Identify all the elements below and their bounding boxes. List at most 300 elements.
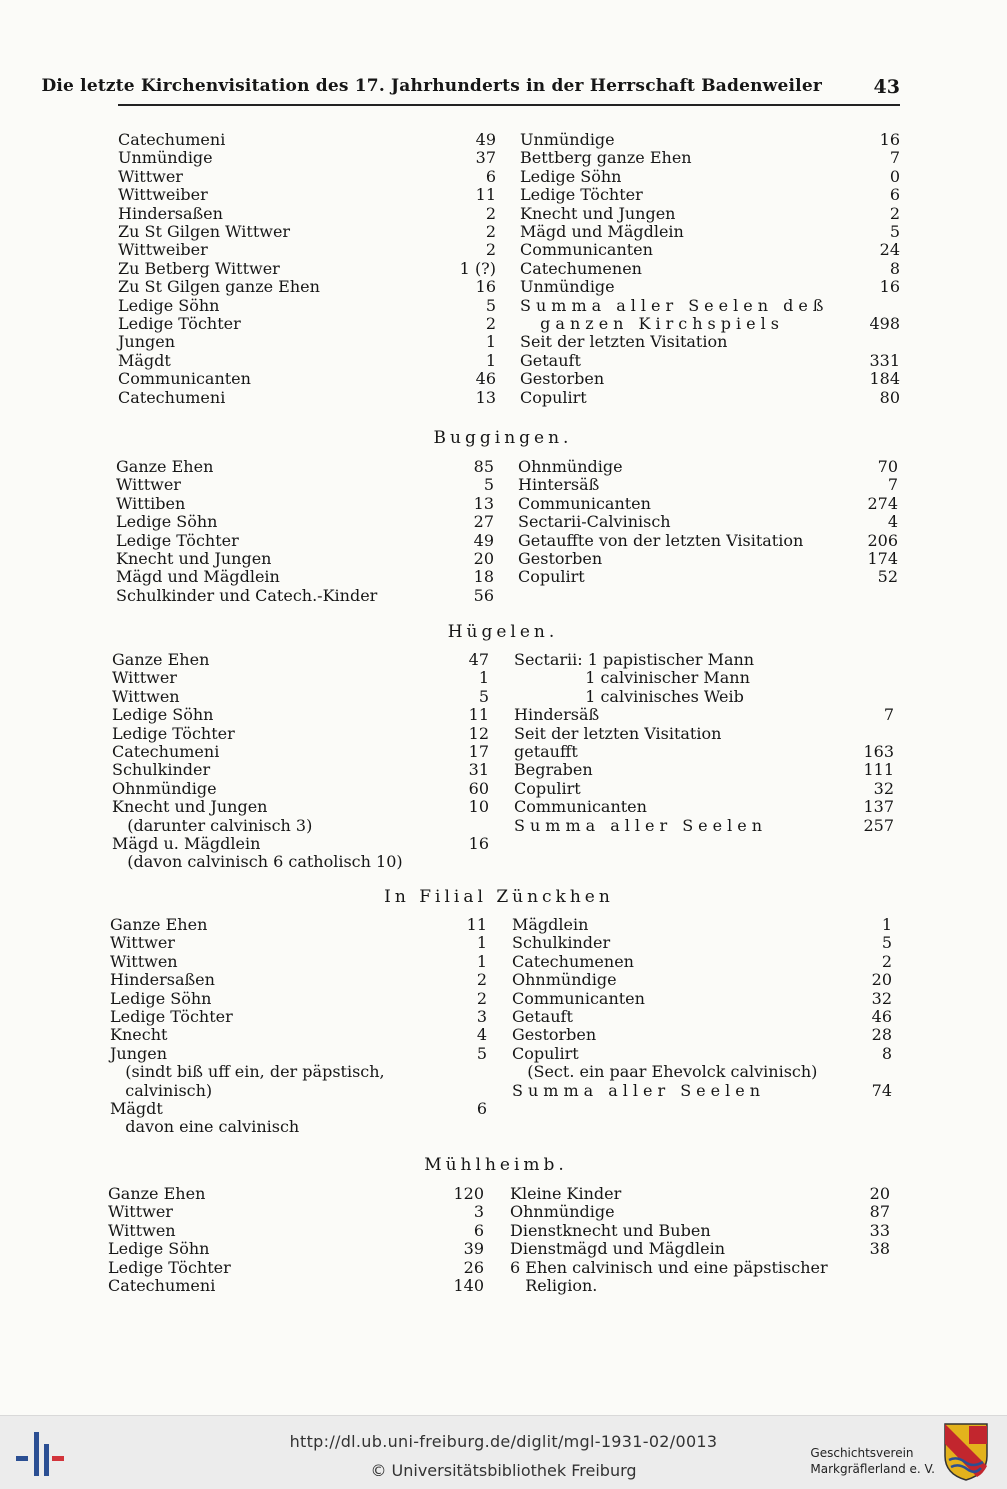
- entry-value: 1: [485, 332, 496, 352]
- entry-label: Getauft: [512, 1007, 573, 1026]
- entry-label: Zu St Gilgen ganze Ehen: [118, 277, 320, 297]
- entry-label: Catechumenen: [520, 258, 642, 278]
- table-row: [118, 370, 496, 388]
- entry-label: Catechumeni: [118, 387, 226, 407]
- entry-value: 163: [863, 742, 894, 761]
- table-row: [512, 990, 892, 1008]
- entry-value: 498: [869, 314, 900, 333]
- entry-value: 3: [476, 1007, 487, 1026]
- entry-value: 1: [476, 933, 487, 953]
- entry-value: 5: [483, 475, 494, 495]
- footer-copyright: © Universitätsbibliothek Freiburg: [370, 1461, 637, 1480]
- table-row: [112, 688, 489, 706]
- entry-label: Ohnmündige: [512, 970, 617, 990]
- table-row: [520, 278, 900, 296]
- entry-value: 20: [871, 970, 892, 990]
- entry-label: Communicanten: [518, 493, 651, 513]
- table-row: [108, 1185, 484, 1203]
- org-line-1: Geschichtsverein: [810, 1446, 914, 1460]
- entry-value: 5: [881, 933, 892, 953]
- table-row: [118, 205, 496, 223]
- entry-label: (davon calvinisch 6 catholisch 10): [112, 852, 403, 872]
- entry-value: 13: [473, 493, 494, 513]
- table-row: [518, 550, 898, 568]
- table-row: [116, 587, 494, 605]
- entry-label: Catechumeni: [118, 130, 226, 149]
- footer-url[interactable]: http://dl.ub.uni-freiburg.de/diglit/mgl-1931-02/0013: [289, 1432, 718, 1451]
- entry-label: Wittweiber: [118, 185, 208, 205]
- entry-value: 16: [879, 277, 900, 297]
- entry-value: 4: [887, 512, 898, 532]
- entry-label: Ohnmündige: [518, 457, 623, 476]
- entry-value: 56: [473, 585, 494, 605]
- entry-label: Communicanten: [514, 797, 647, 817]
- entry-value: 120: [453, 1184, 484, 1203]
- entry-label: Schulkinder: [112, 760, 211, 780]
- entry-label: Ledige Töchter: [116, 530, 239, 550]
- table-row: [512, 934, 892, 952]
- table-row: [512, 1008, 892, 1026]
- table-row: [520, 241, 900, 259]
- table-row: [520, 333, 900, 351]
- table-row: [112, 780, 489, 798]
- entry-value: 18: [473, 567, 494, 587]
- entry-value: 8: [889, 258, 900, 278]
- table-row: [512, 1045, 892, 1063]
- entry-label: Summa aller Seelen deß: [520, 295, 829, 315]
- entry-label: Wittwer: [112, 668, 177, 688]
- table-row: [514, 706, 894, 724]
- table-row: [116, 495, 494, 513]
- table-row: [112, 725, 489, 743]
- table-row: [108, 1277, 484, 1295]
- table-row: [108, 1240, 484, 1258]
- entry-label: Knecht und Jungen: [520, 203, 676, 223]
- coat-of-arms-icon: [943, 1422, 989, 1482]
- entry-label: Ledige Töchter: [520, 185, 643, 205]
- entry-value: 331: [869, 350, 900, 370]
- entry-value: 0: [889, 166, 900, 186]
- entry-value: 85: [473, 457, 494, 476]
- entry-value: 16: [879, 130, 900, 149]
- entry-label: Catechumeni: [112, 742, 220, 761]
- entry-label: Ledige Töchter: [118, 314, 241, 333]
- table-row: [514, 798, 894, 816]
- entry-label: Mägd und Mägdlein: [520, 222, 684, 241]
- table-row: [520, 260, 900, 278]
- table-row: [110, 1026, 487, 1044]
- entry-label: Copulirt: [518, 567, 585, 587]
- entry-label: Ganze Ehen: [108, 1184, 206, 1203]
- entry-value: 5: [476, 1043, 487, 1063]
- entry-label: (sindt biß uff ein, der päpstisch,: [110, 1062, 385, 1082]
- table-row: [118, 278, 496, 296]
- entry-value: 2: [889, 203, 900, 223]
- entry-label: Wittwen: [110, 951, 178, 971]
- table-row: [514, 651, 894, 669]
- entry-value: 37: [475, 148, 496, 168]
- entry-value: 2: [881, 951, 892, 971]
- entry-label: Seit der letzten Visitation: [520, 332, 728, 352]
- table-row: [520, 370, 900, 388]
- entry-label: Copulirt: [520, 387, 587, 407]
- entry-value: 47: [468, 650, 489, 669]
- table-row: [512, 971, 892, 989]
- table-row: [112, 669, 489, 687]
- table-row: [520, 186, 900, 204]
- entry-value: 80: [879, 387, 900, 407]
- entry-label: Mägdt: [110, 1099, 163, 1118]
- table-row: [118, 260, 496, 278]
- entry-label: Wittiben: [116, 493, 186, 513]
- entry-label: Summa aller Seelen: [512, 1080, 765, 1100]
- entry-label: Bettberg ganze Ehen: [520, 148, 692, 168]
- entry-value: 7: [887, 475, 898, 495]
- table-row: [118, 315, 496, 333]
- table-row: [110, 1045, 487, 1063]
- entry-label: Seit der letzten Visitation: [514, 723, 722, 743]
- table-row: [510, 1185, 890, 1203]
- entry-label: calvinisch): [110, 1080, 213, 1100]
- table-row: [520, 315, 900, 333]
- entry-label: 6 Ehen calvinisch und eine päpstischer: [510, 1257, 828, 1277]
- entry-label: Ledige Töchter: [112, 723, 235, 743]
- entry-value: 5: [889, 222, 900, 241]
- entry-value: 1: [881, 915, 892, 934]
- entry-label: (Sect. ein paar Ehevolck calvinisch): [512, 1062, 818, 1082]
- entry-value: 12: [468, 723, 489, 743]
- entry-value: 20: [473, 549, 494, 568]
- table-row: [518, 513, 898, 531]
- entry-value: 1: [485, 350, 496, 370]
- table-row: [520, 149, 900, 167]
- entry-label: Hindersaßen: [110, 970, 215, 990]
- table-row: [112, 853, 489, 871]
- entry-label: Hindersaßen: [118, 203, 223, 223]
- entry-label: Communicanten: [118, 369, 251, 389]
- table-row: [520, 131, 900, 149]
- table-row: [116, 513, 494, 531]
- entry-label: ganzen Kirchspiels: [520, 314, 784, 333]
- table-row: [112, 835, 489, 853]
- entry-label: Ledige Söhn: [118, 295, 220, 315]
- entry-value: 184: [869, 369, 900, 389]
- entry-label: Wittwer: [118, 166, 183, 186]
- entry-label: Dienstmägd und Mägdlein: [510, 1239, 725, 1259]
- entry-label: Ganze Ehen: [110, 915, 208, 934]
- entry-label: Ledige Söhn: [108, 1239, 210, 1259]
- table-row: [110, 1063, 487, 1081]
- entry-label: Schulkinder und Catech.-Kinder: [116, 585, 378, 605]
- entry-label: Communicanten: [512, 988, 645, 1008]
- entry-label: Catechumenen: [512, 951, 634, 971]
- entry-label: Jungen: [118, 332, 176, 352]
- entry-value: 174: [867, 549, 898, 568]
- entry-value: 52: [877, 567, 898, 587]
- entry-label: Ledige Söhn: [520, 166, 622, 186]
- entry-label: Zu Betberg Wittwer: [118, 258, 280, 278]
- table-row: [514, 743, 894, 761]
- entry-label: 1 calvinischer Mann: [514, 668, 750, 688]
- table-row: [514, 688, 894, 706]
- entry-label: Ledige Söhn: [110, 988, 212, 1008]
- entry-value: 49: [475, 130, 496, 149]
- entry-value: 6: [476, 1099, 487, 1118]
- entry-label: Wittwen: [112, 686, 180, 706]
- entry-value: 16: [468, 834, 489, 853]
- entry-value: 2: [476, 988, 487, 1008]
- entry-label: (darunter calvinisch 3): [112, 815, 313, 835]
- entry-label: davon eine calvinisch: [110, 1117, 300, 1137]
- footer-bar: [0, 1415, 1007, 1489]
- entry-label: Unmündige: [520, 277, 615, 297]
- entry-label: Hindersäß: [514, 705, 600, 725]
- entry-value: 11: [475, 185, 496, 205]
- entry-value: 111: [863, 760, 894, 780]
- entry-label: Getauffte von der letzten Visitation: [518, 530, 804, 550]
- entry-label: Unmündige: [118, 148, 213, 168]
- table-row: [520, 389, 900, 407]
- entry-value: 11: [466, 915, 487, 934]
- table-row: [520, 223, 900, 241]
- entry-value: 1 (?): [459, 258, 496, 278]
- entry-value: 49: [473, 530, 494, 550]
- entry-value: 2: [485, 222, 496, 241]
- entry-label: Mägdlein: [512, 915, 589, 934]
- table-row: [518, 568, 898, 586]
- entry-label: Ledige Töchter: [108, 1257, 231, 1277]
- table-row: [110, 953, 487, 971]
- entry-value: 140: [453, 1276, 484, 1295]
- entry-label: Communicanten: [520, 240, 653, 260]
- entry-value: 3: [473, 1202, 484, 1222]
- header-title: Die letzte Kirchenvisitation des 17. Jahrhunderts in der Herrschaft Badenweiler: [41, 76, 822, 96]
- entry-label: Copulirt: [514, 778, 581, 798]
- entry-value: 6: [485, 166, 496, 186]
- table-row: [110, 934, 487, 952]
- table-row: [112, 817, 489, 835]
- table-row: [112, 743, 489, 761]
- entry-label: Mägdt: [118, 350, 171, 370]
- entry-label: Summa aller Seelen: [514, 815, 767, 835]
- entry-value: 26: [463, 1257, 484, 1277]
- table-row: [110, 990, 487, 1008]
- entry-label: Unmündige: [520, 130, 615, 149]
- entry-value: 31: [468, 760, 489, 780]
- table-row: [512, 1026, 892, 1044]
- entry-label: Dienstknecht und Buben: [510, 1220, 711, 1240]
- section-heading: In Filial Zünckhen: [384, 887, 614, 907]
- entry-value: 7: [889, 148, 900, 168]
- table-row: [520, 352, 900, 370]
- table-row: [510, 1259, 890, 1277]
- table-row: [514, 817, 894, 835]
- entry-value: 6: [889, 185, 900, 205]
- entry-label: Wittwer: [116, 475, 181, 495]
- table-row: [110, 971, 487, 989]
- table-row: [514, 725, 894, 743]
- table-row: [118, 223, 496, 241]
- entry-value: 13: [475, 387, 496, 407]
- entry-value: 32: [871, 988, 892, 1008]
- table-row: [510, 1240, 890, 1258]
- table-row: [110, 1100, 487, 1118]
- table-row: [118, 168, 496, 186]
- entry-value: 206: [867, 530, 898, 550]
- table-row: [118, 241, 496, 259]
- table-row: [510, 1222, 890, 1240]
- running-header: [41, 76, 900, 102]
- entry-value: 46: [871, 1007, 892, 1026]
- table-row: [518, 458, 898, 476]
- table-row: [116, 458, 494, 476]
- table-row: [518, 532, 898, 550]
- entry-value: 16: [475, 277, 496, 297]
- entry-label: Zu St Gilgen Wittwer: [118, 222, 291, 241]
- table-row: [514, 669, 894, 687]
- entry-value: 4: [476, 1025, 487, 1045]
- entry-label: 1 calvinisches Weib: [514, 686, 744, 706]
- entry-label: Sectarii: 1 papistischer Mann: [514, 650, 755, 669]
- table-row: [118, 186, 496, 204]
- table-row: [112, 706, 489, 724]
- table-row: [118, 131, 496, 149]
- entry-value: 33: [869, 1220, 890, 1240]
- header-rule: [118, 104, 900, 106]
- entry-label: Ledige Töchter: [110, 1007, 233, 1026]
- entry-value: 6: [473, 1220, 484, 1240]
- table-row: [118, 149, 496, 167]
- table-row: [518, 495, 898, 513]
- entry-label: Ledige Söhn: [116, 512, 218, 532]
- entry-value: 1: [476, 951, 487, 971]
- entry-value: 27: [473, 512, 494, 532]
- entry-label: Jungen: [110, 1043, 168, 1063]
- table-row: [110, 1118, 487, 1136]
- entry-label: Getauft: [520, 350, 581, 370]
- entry-value: 39: [463, 1239, 484, 1259]
- section-heading: Buggingen.: [433, 428, 573, 448]
- entry-value: 5: [478, 686, 489, 706]
- table-row: [116, 568, 494, 586]
- table-row: [108, 1222, 484, 1240]
- table-row: [116, 476, 494, 494]
- entry-label: Ohnmündige: [510, 1202, 615, 1222]
- table-row: [116, 550, 494, 568]
- table-row: [510, 1277, 890, 1295]
- entry-value: 2: [485, 240, 496, 260]
- entry-label: Ledige Söhn: [112, 705, 214, 725]
- entry-label: Catechumeni: [108, 1276, 216, 1295]
- table-row: [512, 1063, 892, 1081]
- footer-organization: [810, 1445, 935, 1477]
- entry-value: 70: [877, 457, 898, 476]
- entry-value: 2: [485, 203, 496, 223]
- entry-value: 24: [879, 240, 900, 260]
- entry-label: Mägd u. Mägdlein: [112, 834, 261, 853]
- entry-value: 17: [468, 742, 489, 761]
- table-row: [512, 1082, 892, 1100]
- entry-label: Gestorben: [520, 369, 605, 389]
- entry-label: Schulkinder: [512, 933, 611, 953]
- table-row: [520, 168, 900, 186]
- entry-value: 38: [869, 1239, 890, 1259]
- table-row: [108, 1259, 484, 1277]
- entry-value: 137: [863, 797, 894, 817]
- entry-value: 74: [871, 1080, 892, 1100]
- entry-value: 20: [869, 1184, 890, 1203]
- entry-label: Knecht und Jungen: [112, 797, 268, 817]
- entry-label: Wittwer: [108, 1202, 173, 1222]
- table-row: [112, 798, 489, 816]
- entry-value: 7: [883, 705, 894, 725]
- entry-value: 1: [478, 668, 489, 688]
- entry-value: 32: [873, 778, 894, 798]
- entry-value: 46: [475, 369, 496, 389]
- entry-value: 257: [863, 815, 894, 835]
- table-row: [520, 297, 900, 315]
- entry-value: 274: [867, 493, 898, 513]
- entry-value: 5: [485, 295, 496, 315]
- entry-label: Ganze Ehen: [112, 650, 210, 669]
- table-row: [112, 651, 489, 669]
- entry-label: Mägd und Mägdlein: [116, 567, 280, 587]
- org-line-2: Markgräflerland e. V.: [810, 1462, 935, 1476]
- entry-label: getaufft: [514, 742, 578, 761]
- table-row: [112, 761, 489, 779]
- entry-label: Wittweiber: [118, 240, 208, 260]
- table-row: [118, 297, 496, 315]
- entry-value: 2: [485, 314, 496, 333]
- table-row: [512, 916, 892, 934]
- table-row: [108, 1203, 484, 1221]
- entry-label: Hintersäß: [518, 475, 600, 495]
- entry-label: Knecht und Jungen: [116, 549, 272, 568]
- entry-value: 28: [871, 1025, 892, 1045]
- entry-label: Copulirt: [512, 1043, 579, 1063]
- entry-label: Begraben: [514, 760, 593, 780]
- entry-label: Religion.: [510, 1276, 598, 1295]
- table-row: [510, 1203, 890, 1221]
- table-row: [518, 476, 898, 494]
- entry-value: 8: [881, 1043, 892, 1063]
- table-row: [116, 532, 494, 550]
- entry-value: 10: [468, 797, 489, 817]
- entry-label: Gestorben: [512, 1025, 597, 1045]
- entry-value: 87: [869, 1202, 890, 1222]
- section-heading: Hügelen.: [447, 622, 559, 642]
- table-row: [118, 333, 496, 351]
- entry-label: Ganze Ehen: [116, 457, 214, 476]
- entry-value: 11: [468, 705, 489, 725]
- entry-value: 2: [476, 970, 487, 990]
- section-heading: Mühlheimb.: [424, 1155, 568, 1175]
- entry-label: Knecht: [110, 1025, 168, 1045]
- page-number: 43: [873, 76, 900, 98]
- entry-label: Sectarii-Calvinisch: [518, 512, 671, 532]
- entry-label: Wittwer: [110, 933, 175, 953]
- table-row: [514, 780, 894, 798]
- entry-label: Ohnmündige: [112, 778, 217, 798]
- table-row: [118, 352, 496, 370]
- entry-label: Wittwen: [108, 1220, 176, 1240]
- entry-label: Kleine Kinder: [510, 1184, 622, 1203]
- table-row: [512, 953, 892, 971]
- table-row: [110, 1008, 487, 1026]
- table-row: [118, 389, 496, 407]
- table-row: [520, 205, 900, 223]
- table-row: [514, 761, 894, 779]
